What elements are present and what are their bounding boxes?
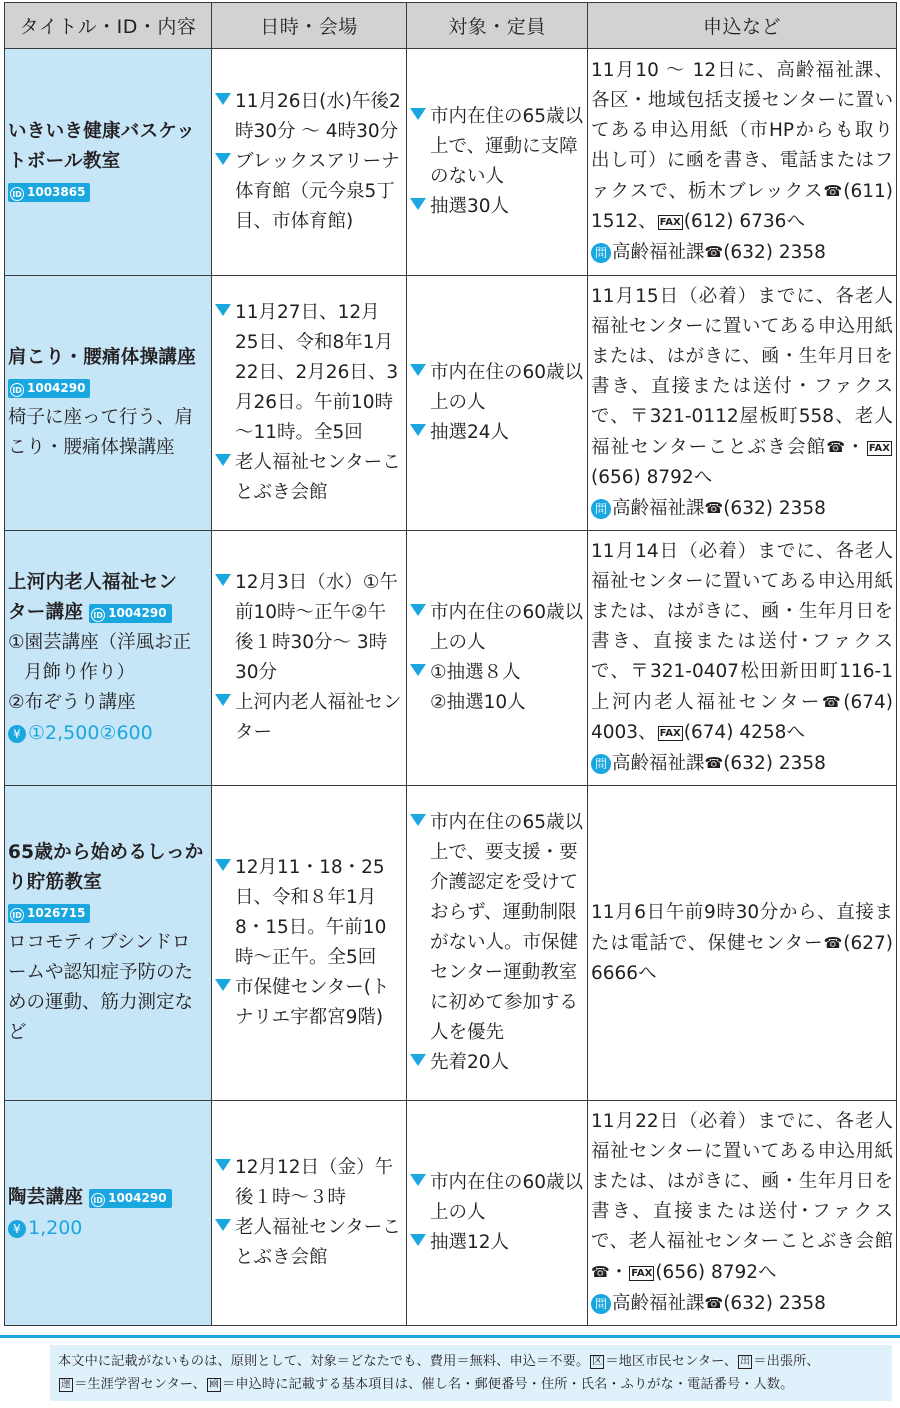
event-venue: 上河内老人福祉センター (235, 692, 402, 743)
title-cell (5, 531, 212, 786)
apply-phone: (611) 1512、 (591, 181, 893, 232)
event-id: 1003865 (27, 184, 86, 199)
event-id: 1004290 (108, 605, 167, 620)
phone-icon: ☎ (591, 1263, 610, 1281)
triangle-bullet-icon (410, 814, 426, 826)
event-capacity: ①抽選８人 (430, 662, 521, 683)
id-badge (8, 183, 90, 202)
event-capacity: 抽選12人 (430, 1232, 510, 1253)
event-description: ①園芸講座（洋風お正 (8, 632, 192, 653)
datetime-cell (212, 786, 407, 1101)
inquiry-icon: 問 (591, 499, 611, 519)
contact-dept: 高齢福祉課 (612, 498, 705, 519)
event-eligibility: 市内在住の60歳以上の人 (430, 602, 584, 653)
apply-cell (588, 49, 897, 276)
table-row (5, 49, 897, 276)
event-id: 1004290 (108, 1190, 167, 1205)
id-icon: ID (91, 1193, 105, 1207)
branch-office-icon: 出 (740, 1356, 751, 1367)
triangle-bullet-icon (215, 1159, 231, 1171)
event-description: ②布ぞうり講座 (8, 692, 136, 713)
title-cell (5, 49, 212, 276)
event-fee: ¥ ①2,500②600 (8, 718, 208, 748)
title-cell (5, 786, 212, 1101)
inquiry-icon: 問 (591, 243, 611, 263)
event-eligibility: 市内在住の65歳以上で、要支援・要介護認定を受けておらず、運動制限がない人。市保健センター運動教室に初めて参加する人を優先 (430, 812, 584, 1043)
triangle-bullet-icon (215, 574, 231, 586)
id-icon: ID (10, 908, 24, 922)
table-row (5, 786, 897, 1101)
triangle-bullet-icon (410, 198, 426, 210)
apply-text: 11月10 ～ 12日に、高齢福祉課、各区・地域包括支援センターに置いてある申込用紙（市HPからも取り出し可）に凾を書き、電話またはファクスで、栃木ブレックス (591, 60, 893, 202)
contact-dept: 高齢福祉課 (612, 1293, 705, 1314)
apply-cell: 11月22日（必着）までに、各老人福祉センターに置いてある申込用紙または、はがきに、凾・生年月日を書き、直接または送付･ファクスで、老人福祉センターことぶき会館☎・ FAX (656) 8792へ 問 高齢福祉課☎(632) 2358 (588, 1101, 897, 1326)
id-badge (89, 1189, 171, 1208)
triangle-bullet-icon (410, 1174, 426, 1186)
event-title: いきいき健康バスケットボール教室 (8, 121, 196, 172)
event-fee: ¥ 1,200 (8, 1213, 208, 1243)
footnote: 本文中に記載がないものは、原則として、対象＝どなたでも、費用＝無料、申込＝不要。 区 ＝地区市民センター、 出 ＝出張所、 運 ＝生涯学習センター、 凾 ＝申込時に記載する基本項目は、催し名・郵便番号・住所・氏名・ふりがな・電話番号・人数。 (50, 1345, 892, 1401)
phone-icon: ☎ (704, 1294, 724, 1312)
event-datetime: 12月3日（水）①午前10時～正午②午後１時30分～ 3時30分 (235, 572, 398, 683)
triangle-bullet-icon (410, 108, 426, 120)
apply-cell (588, 531, 897, 786)
contact-phone: (632) 2358 (723, 1293, 826, 1314)
event-capacity: 抽選30人 (430, 196, 510, 217)
event-table (4, 2, 897, 1326)
phone-icon: ☎ (704, 499, 724, 517)
application-items-icon: 凾 (208, 1379, 220, 1390)
event-eligibility: 市内在住の60歳以上の人 (430, 362, 584, 413)
apply-cell: 11月15日（必着）までに、各老人福祉センターに置いてある申込用紙または、はがきに、凾・生年月日を書き、直接または送付・ファクスで、〒321-0112屋板町558、老人福祉センターことぶき会館☎・ FAX(656) 8792へ 問 高齢福祉課☎(632) 2358 (588, 276, 897, 531)
table-row (5, 276, 897, 531)
table-row (5, 1101, 897, 1326)
table-header-row (5, 3, 897, 49)
datetime-cell (212, 1101, 407, 1326)
id-icon: ID (10, 187, 24, 201)
phone-icon: ☎ (823, 182, 844, 200)
datetime-cell (212, 531, 407, 786)
event-title: ター講座 (8, 602, 84, 623)
triangle-bullet-icon (410, 1234, 426, 1246)
table-row (5, 531, 897, 786)
event-eligibility: 市内在住の60歳以上の人 (430, 1172, 584, 1223)
target-cell (407, 49, 588, 276)
event-description: 月飾り作り） (24, 662, 136, 683)
event-description: ロコモティブシンドロームや認知症予防のための運動、筋力測定など (8, 932, 194, 1043)
datetime-cell (212, 276, 407, 531)
triangle-bullet-icon (215, 859, 231, 871)
phone-icon: ☎ (704, 754, 724, 772)
apply-phone-fax: (656) 8792へ (591, 467, 713, 488)
target-cell (407, 1101, 588, 1326)
event-datetime: 11月26日(水)午後2時30分 ～ 4時30分 (235, 91, 401, 142)
apply-fax: (612) 6736へ (683, 211, 805, 232)
event-id: 1004290 (27, 380, 86, 395)
event-venue: 老人福祉センターことぶき会館 (235, 1217, 401, 1268)
triangle-bullet-icon (215, 454, 231, 466)
fax-icon: FAX (868, 443, 890, 454)
header-datetime: 日時・会場 (212, 3, 407, 49)
apply-phone: (674) 4003、 (591, 692, 894, 743)
triangle-bullet-icon (215, 304, 231, 316)
triangle-bullet-icon (410, 424, 426, 436)
id-badge (89, 604, 171, 623)
id-icon: ID (91, 608, 105, 622)
title-cell (5, 276, 212, 531)
event-venue: ブレックスアリーナ体育館（元今泉5丁目、市体育館) (235, 151, 400, 232)
phone-icon: ☎ (822, 693, 844, 711)
divider (0, 1335, 900, 1338)
event-title: 陶芸講座 (8, 1187, 84, 1208)
triangle-bullet-icon (410, 1054, 426, 1066)
apply-text: 11月6日午前9時30分から、直接または電話で、保健センター (591, 901, 893, 954)
header-title: タイトル・ID・内容 (5, 3, 212, 49)
apply-fax: (674) 4258へ (683, 722, 805, 743)
target-cell (407, 531, 588, 786)
yen-icon: ¥ (8, 725, 26, 743)
inquiry-icon: 問 (591, 754, 611, 774)
contact-dept: 高齢福祉課 (612, 753, 705, 774)
event-title: 65歳から始めるしっかり貯筋教室 (8, 842, 204, 893)
event-id: 1026715 (27, 905, 86, 920)
phone-icon: ☎ (826, 438, 847, 456)
contact-phone: (632) 2358 (723, 498, 826, 519)
event-capacity: ②抽選10人 (430, 692, 526, 713)
fax-icon: FAX (631, 1268, 653, 1279)
triangle-bullet-icon (410, 664, 426, 676)
triangle-bullet-icon (215, 93, 231, 105)
phone-icon: ☎ (704, 243, 724, 261)
fax-icon: FAX (659, 728, 681, 739)
id-badge (8, 904, 90, 923)
target-cell (407, 786, 588, 1101)
district-center-icon: 区 (592, 1356, 603, 1367)
triangle-bullet-icon (215, 979, 231, 991)
event-capacity: 先着20人 (430, 1052, 510, 1073)
lifelong-learning-icon: 運 (61, 1379, 72, 1390)
apply-cell (588, 786, 897, 1101)
event-datetime: 12月12日（金）午後１時～３時 (235, 1157, 394, 1208)
triangle-bullet-icon (215, 1219, 231, 1231)
event-title: 上河内老人福祉セン (8, 572, 178, 593)
triangle-bullet-icon (410, 364, 426, 376)
contact-phone: (632) 2358 (723, 242, 826, 263)
id-icon: ID (10, 383, 24, 397)
contact-phone: (632) 2358 (723, 753, 826, 774)
event-datetime: 11月27日、12月25日、令和8年1月22日、2月26日、3月26日。午前10時～11時。全5回 (235, 302, 399, 443)
event-description: 椅子に座って行う、肩こり・腰痛体操講座 (8, 407, 194, 458)
contact-dept: 高齢福祉課 (612, 242, 705, 263)
apply-phone: (627) 6666へ (591, 932, 893, 984)
event-venue: 老人福祉センターことぶき会館 (235, 452, 401, 503)
event-eligibility: 市内在住の65歳以上で、運動に支障のない人 (430, 106, 584, 187)
target-cell (407, 276, 588, 531)
event-datetime: 12月11・18・25日、令和８年1月8・15日。午前10時～正午。全5回 (235, 857, 387, 968)
triangle-bullet-icon (215, 694, 231, 706)
fax-icon: FAX (659, 217, 681, 228)
apply-phone-fax: (656) 8792へ (655, 1262, 777, 1283)
inquiry-icon: 問 (591, 1294, 611, 1314)
header-target: 対象・定員 (407, 3, 588, 49)
datetime-cell (212, 49, 407, 276)
event-venue: 市保健センター(トナリエ宇都宮9階) (235, 977, 390, 1028)
triangle-bullet-icon (215, 153, 231, 165)
event-capacity: 抽選24人 (430, 422, 510, 443)
header-apply: 申込など (588, 3, 897, 49)
apply-text: 11月15日（必着）までに、各老人福祉センターに置いてある申込用紙または、はがきに、凾・生年月日を書き、直接または送付・ファクスで、〒321-0112屋板町558、老人福祉センターことぶき会館 (591, 286, 893, 458)
apply-text: 11月22日（必着）までに、各老人福祉センターに置いてある申込用紙または、はがきに、凾・生年月日を書き、直接または送付･ファクスで、老人福祉センターことぶき会館 (591, 1111, 893, 1252)
phone-icon: ☎ (823, 933, 844, 952)
triangle-bullet-icon (410, 604, 426, 616)
title-cell (5, 1101, 212, 1326)
event-title: 肩こり・腰痛体操講座 (8, 347, 197, 368)
apply-text: 11月14日（必着）までに、各老人福祉センターに置いてある申込用紙または、はがきに、凾・生年月日を書き、直接または送付･ファクスで、〒321-0407松田新田町116-1上河内老人福祉センター (591, 541, 893, 713)
yen-icon: ¥ (8, 1220, 26, 1238)
id-badge (8, 379, 90, 398)
